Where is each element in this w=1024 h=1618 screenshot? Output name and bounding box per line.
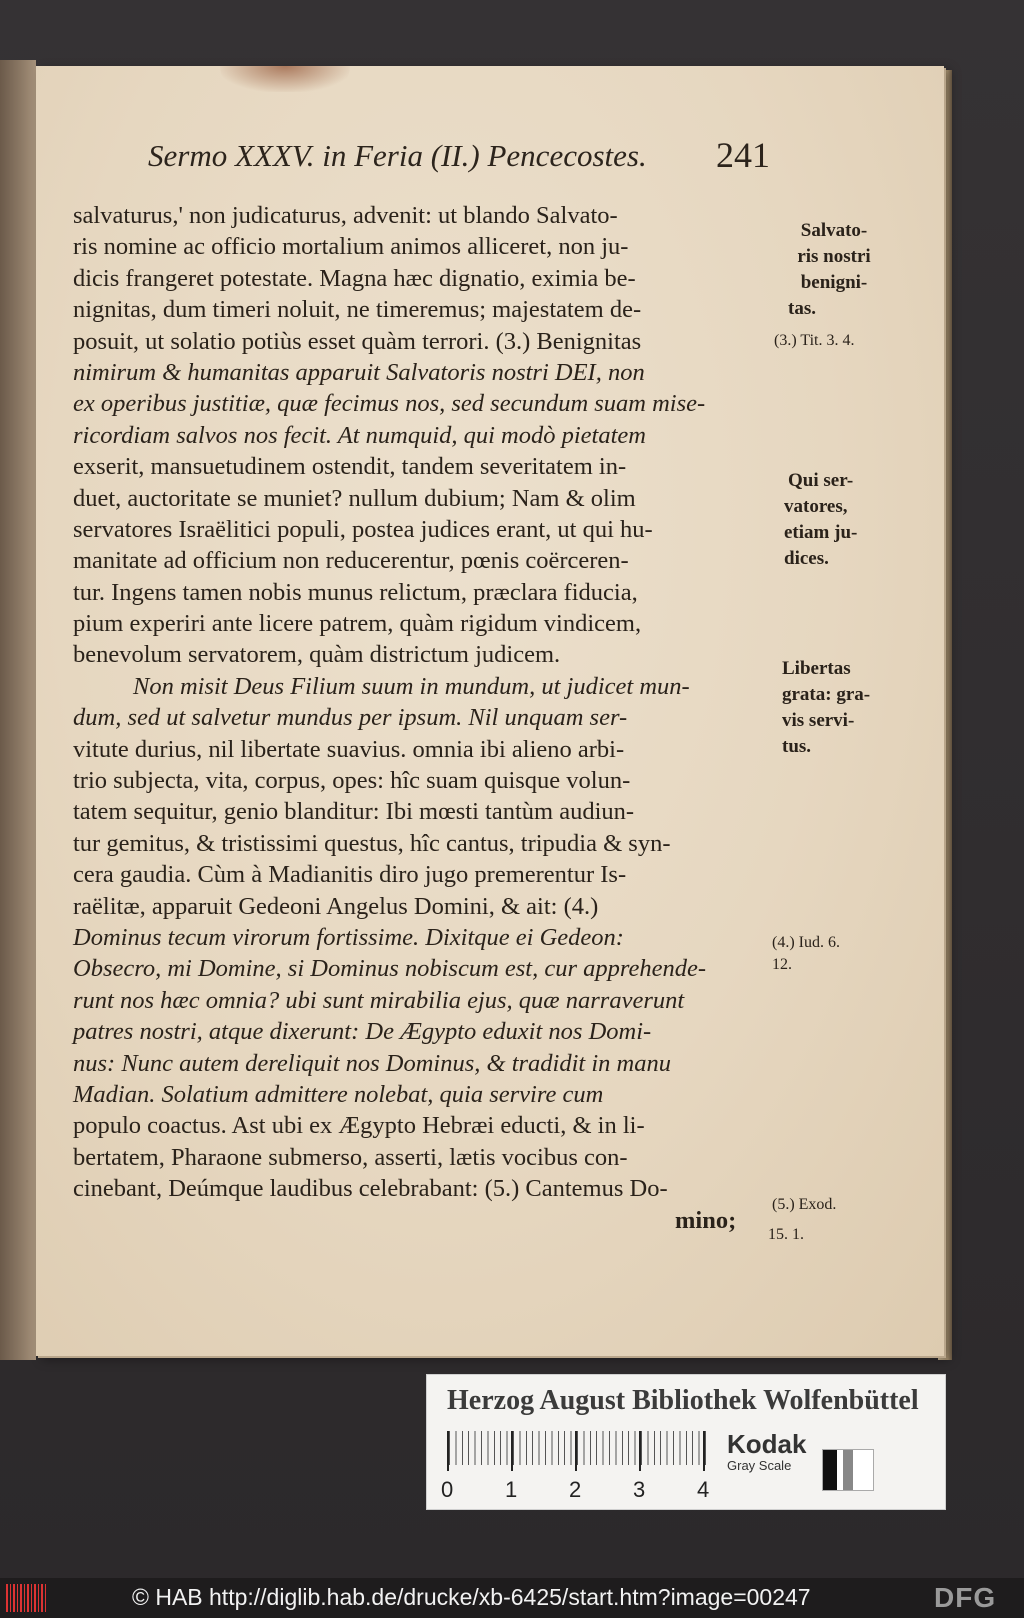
margin-note-line: Qui ser- [788,470,854,491]
ruler-major-tick [447,1431,449,1471]
footer-credit-link[interactable]: © HAB http://diglib.hab.de/drucke/xb-6425/start.htm?image=00247 [132,1584,811,1610]
margin-note-line: grata: gra- [782,684,871,705]
margin-note-line: ris nostri [797,246,871,267]
running-head-title: Sermo XXXV. in Feria (II.) Pencecostes. [148,138,647,173]
ruler-ticks [447,1431,709,1465]
body-text-line: trio subjecta, vita, corpus, opes: hîc suam quisque volun- [73,767,631,795]
body-text-line: dum, sed ut salvetur mundus per ipsum. Nil unquam ser- [73,704,628,732]
running-head [148,135,788,188]
ruler-number: 2 [569,1477,582,1502]
page-stain [220,66,350,92]
margin-note-libertas [782,656,882,760]
body-text-line: vitute durius, nil libertate suavius. omnia ibi alieno arbi- [73,735,625,763]
body-text-line: raëlitæ, apparuit Gedeoni Angelus Domini, & ait: (4.) [73,892,599,920]
body-text-line: nignitas, dum timeri noluit, ne timeremus; majestatem de- [73,296,642,324]
ruler-major-tick [575,1431,577,1471]
ruler-number: 1 [505,1477,518,1502]
body-text-line: tur. Ingens tamen nobis munus relictum, præclara fiducia, [73,578,638,606]
margin-ref-iud-verse: 12. [772,956,792,973]
ruler-number: 4 [697,1477,710,1502]
margin-note-line: etiam ju- [784,522,858,543]
margin-ref-exod-verse: 15. 1. [768,1226,804,1243]
margin-note-servatores [784,468,884,572]
body-text-line: Dominus tecum virorum fortissime. Dixitque ei Gedeon: [73,923,624,951]
body-text-line: Non misit Deus Filium suum in mundum, ut judicet mun- [133,672,690,700]
body-text-line: dicis frangeret potestate. Magna hæc dignatio, eximia be- [73,264,636,292]
margin-note-line: vis servi- [782,710,855,731]
margin-note-line: tas. [788,298,816,319]
body-text-line: tatem sequitur, genio blanditur: Ibi mœsti tantùm audiun- [73,798,635,826]
body-text-line: ris nomine ac officio mortalium animos alliceret, non ju- [73,233,629,261]
body-text-line: Obsecro, mi Domine, si Dominus nobiscum est, cur apprehende- [73,955,707,983]
body-text-line: tur gemitus, & tristissimi questus, hîc cantus, tripudia & syn- [73,829,671,857]
body-text-line: patres nostri, atque dixerunt: De Ægypto eduxit nos Domi- [73,1018,652,1046]
ruler-number: 0 [441,1477,454,1502]
margin-ref-iud: (4.) Iud. 6. [772,934,840,951]
body-text-line: pium experiri ante licere patrem, quàm rigidum vindicem, [73,610,642,638]
ruler-major-tick [703,1431,705,1471]
body-text-line: manitate ad officium non reducerentur, pœnis coërceren- [73,547,629,575]
body-text-line: servatores Israëlitici populi, postea judices erant, ut qui hu- [73,515,653,543]
dfg-logo: DFG [934,1582,997,1613]
kodak-brand: Kodak [727,1429,807,1459]
body-text [73,200,769,1236]
barcode-icon [6,1584,46,1612]
body-text-line: duet, auctoritate se muniet? nullum dubium; Nam & olim [73,484,636,512]
margin-note-salvatoris [788,218,880,322]
body-text-line: exserit, mansuetudinem ostendit, tandem severitatem in- [73,453,627,481]
margin-note-line: benigni- [800,272,868,293]
kodak-subtitle: Gray Scale [727,1458,792,1473]
gray-scale-swatch [822,1449,874,1491]
page-number: 241 [716,135,770,175]
body-text-line: benevolum servatorem, quàm districtum judicem. [73,641,561,669]
color-target-card [427,1375,945,1509]
ruler-major-tick [639,1431,641,1471]
body-text-line: cera gaudia. Cùm à Madianitis diro jugo premerentur Is- [73,861,627,889]
body-text-line: posuit, ut solatio potiùs esset quàm terrori. (3.) Benignitas [73,327,642,355]
body-text-line: salvaturus,' non judicaturus, advenit: ut blando Salvato- [73,202,618,229]
ruler-number: 3 [633,1477,646,1502]
footer-bar [0,1578,1024,1618]
body-text-line: bertatem, Pharaone submerso, asserti, lætis vocibus con- [73,1143,628,1171]
body-text-line: ricordiam salvos nos fecit. At numquid, qui modò pietatem [73,421,646,449]
margin-note-line: vatores, [784,496,848,517]
body-text-line: mino; [675,1206,737,1234]
library-name: Herzog August Bibliothek Wolfenbüttel [447,1385,919,1416]
margin-note-line: tus. [782,736,812,757]
body-text-line: runt nos hæc omnia? ubi sunt mirabilia ejus, quæ narraverunt [73,986,685,1014]
margin-note-line: dices. [784,548,829,569]
margin-note-line: Salvato- [800,220,868,241]
body-text-line: cinebant, Deúmque laudibus celebrabant: (5.) Cantemus Do- [73,1175,668,1203]
previous-page-edge [0,60,36,1360]
body-text-line: Madian. Solatium admittere nolebat, quia servire cum [73,1080,604,1108]
body-text-line: nimirum & humanitas apparuit Salvatoris nostri DEI, non [73,358,645,386]
body-text-line: populo coactus. Ast ubi ex Ægypto Hebræi educti, & in li- [73,1112,645,1140]
body-text-line: ex operibus justitiæ, quæ fecimus nos, sed secundum suam mise- [73,390,706,418]
body-text-line: nus: Nunc autem dereliquit nos Dominus, & tradidit in manu [73,1049,671,1077]
margin-ref-tit: (3.) Tit. 3. 4. [774,332,855,349]
kodak-label [727,1429,806,1473]
ruler-major-tick [511,1431,513,1471]
margin-ref-exod: (5.) Exod. [772,1196,837,1213]
margin-note-line: Libertas [782,658,851,679]
scale-ruler [447,1431,707,1471]
